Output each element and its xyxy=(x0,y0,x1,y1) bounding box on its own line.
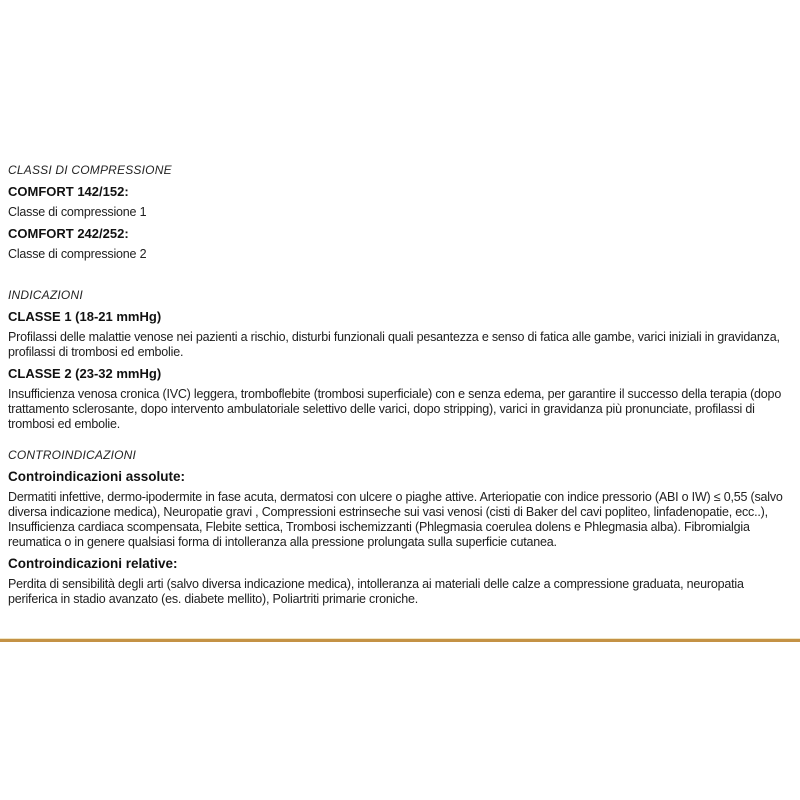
relative-contraindications-body: Perdita di sensibilità degli arti (salvo diversa indicazione medica), intolleranza ai materiali delle calze a compressione graduata, neuropatia periferica in stadio avanzato (es. diabete mellito), Poliartriti primarie croniche. xyxy=(8,577,744,606)
absolute-contraindications-body: Dermatiti infettive, dermo-ipodermite in fase acuta, dermatosi con ulcere o piaghe attive. Arteriopatie con indice pressorio (ABI o IW) ≤ 0,55 (salvo diversa indicazione medica), Neuropatie gravi , Compressioni estrinseche sui vasi venosi (cisti di Baker del cavi popliteo, linfadenopatie, ecc..), Insufficienza cardiaca scompensata, Flebite settica, Trombosi ischemizzanti (Phlegmasia coerulea dolens e Phlegmasia alba). Fibromialgia reumatica o in genere qualsiasi forma di intolleranza alla pressione prolungata sulla superficie cutanea. xyxy=(8,490,783,549)
section-contraindications xyxy=(8,448,789,607)
contraindications-heading: CONTROINDICAZIONI xyxy=(8,448,137,462)
relative-contraindications-title: Controindicazioni relative: xyxy=(8,556,178,571)
product-label-comfort-142-152: COMFORT 142/152: xyxy=(8,184,129,199)
product-label-comfort-242-252: COMFORT 242/252: xyxy=(8,226,129,241)
class-2-title: CLASSE 2 (23-32 mmHg) xyxy=(8,366,162,381)
section-compression-classes xyxy=(8,163,789,262)
product-class-comfort-242-252: Classe di compressione 2 xyxy=(8,247,147,261)
compression-classes-heading: CLASSI DI COMPRESSIONE xyxy=(8,163,172,177)
product-class-comfort-142-152: Classe di compressione 1 xyxy=(8,205,147,219)
class-1-body: Profilassi delle malattie venose nei pazienti a rischio, disturbi funzionali quali pesantezza e senso di fatica alle gambe, varici iniziali in gravidanza, profilassi di trombosi ed embolie. xyxy=(8,330,780,359)
indications-heading: INDICAZIONI xyxy=(8,288,83,302)
gold-divider xyxy=(0,638,800,642)
class-2-body: Insufficienza venosa cronica (IVC) leggera, tromboflebite (trombosi superficiale) con e senza edema, per garantire il successo della terapia (dopo trattamento sclerosante, dopo intervento ambulatoriale selettivo delle varici, dopo stripping), varici in gravidanza più pronunciate, profilassi di trombosi ed embolie. xyxy=(8,387,782,431)
absolute-contraindications-title: Controindicazioni assolute: xyxy=(8,469,186,484)
section-indications xyxy=(8,288,789,432)
class-1-title: CLASSE 1 (18-21 mmHg) xyxy=(8,309,162,324)
